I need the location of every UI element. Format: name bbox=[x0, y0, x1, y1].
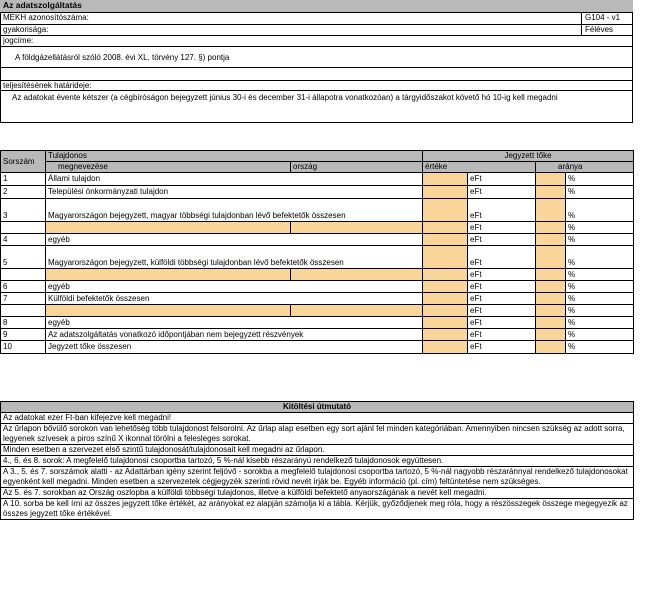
row-number: 3 bbox=[1, 199, 46, 222]
deadline-label: teljesítésének határideje: bbox=[3, 81, 92, 90]
row-number: 8 bbox=[1, 317, 46, 329]
table-row bbox=[1, 246, 634, 269]
row-number bbox=[1, 269, 46, 281]
ownership-table bbox=[0, 150, 634, 354]
ratio-input[interactable] bbox=[536, 329, 566, 341]
unit-eft: eFt bbox=[468, 341, 536, 354]
row-number bbox=[1, 222, 46, 234]
unit-eft: eFt bbox=[468, 234, 536, 246]
row-number: 5 bbox=[1, 246, 46, 269]
ratio-input[interactable] bbox=[536, 246, 566, 269]
table-row-input bbox=[1, 269, 634, 281]
row-number: 2 bbox=[1, 186, 46, 199]
row-label: Magyarországon bejegyzett, magyar többségi tulajdonban lévő befektetők összesen bbox=[46, 199, 423, 222]
unit-eft: eFt bbox=[468, 293, 536, 305]
unit-eft: eFt bbox=[468, 317, 536, 329]
unit-pct: % bbox=[566, 317, 634, 329]
table-row bbox=[1, 199, 634, 222]
header-sorszam: Sorszám bbox=[1, 151, 46, 173]
instructions-title: Kitöltési útmutató bbox=[1, 402, 634, 413]
value-input[interactable] bbox=[423, 186, 468, 199]
owner-name-input[interactable] bbox=[46, 222, 291, 234]
legal-basis-label: jogcíme: bbox=[3, 36, 34, 45]
row-label: Magyarországon bejegyzett, külföldi többségi tulajdonban lévő befektetők összesen bbox=[46, 246, 423, 269]
value-input[interactable] bbox=[423, 329, 468, 341]
ratio-input[interactable] bbox=[536, 234, 566, 246]
table-row bbox=[1, 173, 634, 186]
frequency-value: Féléves bbox=[585, 25, 614, 34]
deadline-value: Az adatokat évente kétszer (a cégbíróságon bejegyzett június 30-i és december 31-i állapotra vonatkozóan) a tárgyidőszakot követő hó 10-ig kell megadni bbox=[12, 93, 558, 102]
instruction-line: Az űrlapon bővülő sorokon van lehetőség több tulajdonost felsorolni. Az űrlap alap esetben egy sort ajánl fel minden kategóriában. Amennyiben nincsen szükség az adott sorra, legyenek szívesek a piros színű X ikonnal törölni a felesleges sorokat. bbox=[1, 424, 634, 445]
ratio-input[interactable] bbox=[536, 305, 566, 317]
value-input[interactable] bbox=[423, 305, 468, 317]
country-input[interactable] bbox=[291, 269, 423, 281]
value-input[interactable] bbox=[423, 317, 468, 329]
unit-pct: % bbox=[566, 222, 634, 234]
country-input[interactable] bbox=[291, 222, 423, 234]
header-erteke: értéke bbox=[423, 162, 536, 173]
value-input[interactable] bbox=[423, 199, 468, 222]
unit-pct: % bbox=[566, 329, 634, 341]
ratio-input[interactable] bbox=[536, 199, 566, 222]
value-input[interactable] bbox=[423, 341, 468, 354]
instruction-line: Az adatokat ezer Ft-ban kifejezve kell megadni! bbox=[1, 413, 634, 424]
unit-eft: eFt bbox=[468, 222, 536, 234]
section-title: Az adatszolgáltatás bbox=[0, 0, 633, 12]
unit-eft: eFt bbox=[468, 246, 536, 269]
mekh-label: MEKH azonosítószáma: bbox=[3, 13, 89, 22]
unit-eft: eFt bbox=[468, 199, 536, 222]
header-aranya: aránya bbox=[536, 162, 634, 173]
value-input[interactable] bbox=[423, 293, 468, 305]
legal-basis-value: A földgázellátásról szóló 2008. évi XL. törvény 127. §) pontja bbox=[15, 53, 230, 62]
unit-eft: eFt bbox=[468, 173, 536, 186]
row-label: Jegyzett tőke összesen bbox=[46, 341, 423, 354]
instruction-line: Az 5. és 7. sorokban az Ország oszlopba a külföldi többségi tulajdonos, illetve a külföldi befektető anyaországának a nevét kell megadni. bbox=[1, 488, 634, 499]
instruction-line: 4., 6. és 8. sorok: A megfelelő tulajdonosi csoportba tartozó, 5 %-nál kisebb részarányú rendelkező tulajdonosok együttesen. bbox=[1, 456, 634, 467]
unit-pct: % bbox=[566, 234, 634, 246]
ratio-input[interactable] bbox=[536, 341, 566, 354]
row-label: egyéb bbox=[46, 281, 423, 293]
header-orszag: ország bbox=[291, 162, 423, 173]
mekh-value: G104 - v1 bbox=[585, 13, 621, 22]
value-input[interactable] bbox=[423, 234, 468, 246]
unit-eft: eFt bbox=[468, 329, 536, 341]
table-row bbox=[1, 317, 634, 329]
unit-pct: % bbox=[566, 281, 634, 293]
frequency-label: gyakorisága: bbox=[3, 25, 49, 34]
ratio-input[interactable] bbox=[536, 269, 566, 281]
table-row bbox=[1, 329, 634, 341]
country-input[interactable] bbox=[291, 305, 423, 317]
header-megnevezese: megnevezése bbox=[46, 162, 291, 173]
unit-pct: % bbox=[566, 199, 634, 222]
row-number: 10 bbox=[1, 341, 46, 354]
row-label: egyéb bbox=[46, 317, 423, 329]
ratio-input[interactable] bbox=[536, 293, 566, 305]
table-row bbox=[1, 281, 634, 293]
ratio-input[interactable] bbox=[536, 281, 566, 293]
unit-eft: eFt bbox=[468, 269, 536, 281]
table-row bbox=[1, 186, 634, 199]
value-input[interactable] bbox=[423, 246, 468, 269]
row-label: Állami tulajdon bbox=[46, 173, 423, 186]
row-number: 1 bbox=[1, 173, 46, 186]
value-input[interactable] bbox=[423, 173, 468, 186]
ratio-input[interactable] bbox=[536, 173, 566, 186]
header-tulajdonos: Tulajdonos bbox=[46, 151, 423, 162]
ratio-input[interactable] bbox=[536, 186, 566, 199]
instruction-line: A 10. sorba be kell írni az összes jegyzett tőke értékét, az arányokat ez alapján számolja ki a tábla. Kérjük, győződjenek meg róla, hogy a részösszegek összege megegyezik az összes jegyzett tőke értékével. bbox=[1, 499, 634, 520]
value-input[interactable] bbox=[423, 222, 468, 234]
value-input[interactable] bbox=[423, 281, 468, 293]
table-row bbox=[1, 234, 634, 246]
table-row bbox=[1, 293, 634, 305]
row-number: 9 bbox=[1, 329, 46, 341]
row-number: 7 bbox=[1, 293, 46, 305]
unit-eft: eFt bbox=[468, 305, 536, 317]
instruction-line: Minden esetben a szervezet első szintű tulajdonosát/tulajdonosait kell megadni az űrlapon. bbox=[1, 445, 634, 456]
row-label: Külföldi befektetők összesen bbox=[46, 293, 423, 305]
unit-pct: % bbox=[566, 246, 634, 269]
unit-eft: eFt bbox=[468, 186, 536, 199]
owner-name-input[interactable] bbox=[46, 305, 291, 317]
unit-pct: % bbox=[566, 293, 634, 305]
unit-pct: % bbox=[566, 173, 634, 186]
unit-eft: eFt bbox=[468, 281, 536, 293]
unit-pct: % bbox=[566, 269, 634, 281]
row-label: Az adatszolgáltatás vonatkozó időpontjában nem bejegyzett részvények bbox=[46, 329, 423, 341]
unit-pct: % bbox=[566, 186, 634, 199]
row-number: 4 bbox=[1, 234, 46, 246]
ratio-input[interactable] bbox=[536, 317, 566, 329]
row-number bbox=[1, 305, 46, 317]
value-input[interactable] bbox=[423, 269, 468, 281]
row-label: Települési önkormányzati tulajdon bbox=[46, 186, 423, 199]
table-row-input bbox=[1, 305, 634, 317]
instructions-table bbox=[0, 401, 634, 520]
instruction-line: A 3., 5. és 7. sorszámok alatti - az Adattárban igény szerint feljövő - sorokba a megfelelő tulajdonosi csoportba tartozó, 5 %-nál nagyobb részaránnyal rendelkező tulajdonosokat egyenként kell megadni. Minden esetben a szervezetek cégjegyzék szerinti rövid nevét írják be. Egyéb információ (pl. cím) feltüntetése nem szükséges. bbox=[1, 467, 634, 488]
row-number: 6 bbox=[1, 281, 46, 293]
row-label: egyéb bbox=[46, 234, 423, 246]
header-jegyzett: Jegyzett tőke bbox=[423, 151, 634, 162]
table-row bbox=[1, 341, 634, 354]
ratio-input[interactable] bbox=[536, 222, 566, 234]
table-row-input bbox=[1, 222, 634, 234]
unit-pct: % bbox=[566, 305, 634, 317]
unit-pct: % bbox=[566, 341, 634, 354]
owner-name-input[interactable] bbox=[46, 269, 291, 281]
